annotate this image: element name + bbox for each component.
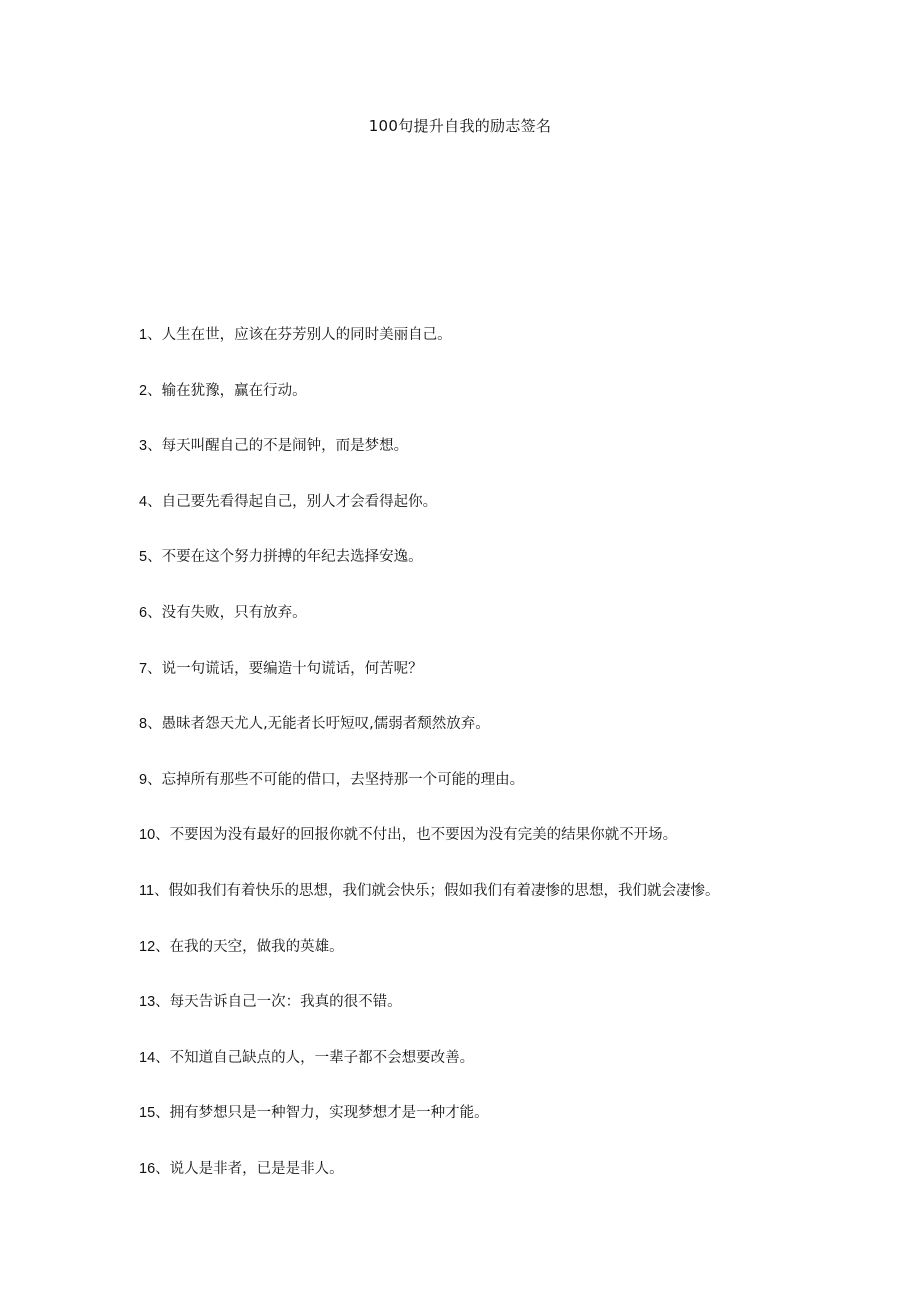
quote-text: 不知道自己缺点的人，一辈子都不会想要改善。 [169, 1049, 475, 1066]
quote-item [139, 823, 879, 879]
quote-text: 忘掉所有那些不可能的借口，去坚持那一个可能的理由。 [161, 771, 525, 788]
quote-separator: 、 [155, 1160, 170, 1177]
quote-number: 11 [139, 882, 155, 899]
quote-item [139, 1101, 879, 1157]
quote-text: 在我的天空，做我的英雄。 [169, 938, 344, 955]
quote-number: 12 [139, 938, 156, 955]
quote-text: 假如我们有着快乐的思想，我们就会快乐；假如我们有着凄惨的思想，我们就会凄惨。 [168, 882, 720, 899]
quote-separator: 、 [147, 716, 162, 733]
quote-separator: 、 [155, 1105, 170, 1122]
quote-separator: 、 [147, 660, 162, 677]
quote-text: 拥有梦想只是一种智力，实现梦想才是一种才能。 [169, 1105, 489, 1122]
quote-text: 愚昧者怨天尤人,无能者长吁短叹,儒弱者颓然放弃。 [161, 716, 490, 733]
quote-number: 16 [139, 1160, 156, 1177]
quote-text: 每天叫醒自己的不是闹钟，而是梦想。 [161, 438, 409, 455]
quote-text: 不要因为没有最好的回报你就不付出，也不要因为没有完美的结果你就不开场。 [169, 827, 678, 844]
quote-separator: 、 [154, 882, 169, 899]
quote-separator: 、 [147, 438, 162, 455]
quote-separator: 、 [147, 549, 162, 566]
quote-number: 3 [139, 438, 148, 455]
quote-number: 9 [139, 771, 148, 788]
quote-item [139, 323, 879, 379]
quote-number: 15 [139, 1105, 156, 1122]
quote-number: 7 [139, 660, 148, 677]
quote-text: 没有失败，只有放弃。 [161, 604, 307, 621]
quote-item [139, 1046, 879, 1102]
quote-text: 每天告诉自己一次：我真的很不错。 [169, 994, 402, 1011]
quote-separator: 、 [155, 827, 170, 844]
quote-item [139, 601, 879, 657]
quote-item [139, 1157, 879, 1213]
quote-text: 说人是非者，已是是非人。 [169, 1160, 344, 1177]
quote-number: 6 [139, 604, 148, 621]
quote-separator: 、 [147, 327, 162, 343]
quote-item [139, 545, 879, 601]
quote-separator: 、 [147, 604, 162, 621]
quote-number: 14 [139, 1049, 156, 1066]
quote-item [139, 490, 879, 546]
quote-number: 10 [139, 827, 156, 844]
quote-item [139, 768, 879, 824]
quote-separator: 、 [147, 493, 162, 510]
quote-item [139, 935, 879, 991]
quote-number: 4 [139, 493, 148, 510]
quote-item [139, 657, 879, 713]
quote-separator: 、 [155, 994, 170, 1011]
quote-number: 1 [139, 327, 148, 343]
quote-item [139, 379, 879, 435]
quote-item [139, 879, 879, 935]
quote-text: 不要在这个努力拼搏的年纪去选择安逸。 [161, 549, 423, 566]
quote-number: 13 [139, 994, 156, 1011]
quote-separator: 、 [155, 938, 170, 955]
quote-item [139, 990, 879, 1046]
quote-number: 2 [139, 382, 148, 399]
quote-text: 输在犹豫，赢在行动。 [161, 382, 307, 399]
quote-text: 人生在世，应该在芬芳别人的同时美丽自己。 [161, 327, 452, 343]
quote-text: 说一句谎话，要编造十句谎话，何苦呢？ [161, 660, 423, 677]
quote-text: 自己要先看得起自己，别人才会看得起你。 [161, 493, 438, 510]
document-title: 100句提升自我的励志签名 [368, 117, 552, 135]
quote-number: 8 [139, 716, 148, 733]
quote-item [139, 712, 879, 768]
quote-number: 5 [139, 549, 148, 566]
quote-separator: 、 [155, 1049, 170, 1066]
quote-list [139, 323, 879, 1213]
quote-separator: 、 [147, 771, 162, 788]
quote-item [139, 434, 879, 490]
quote-separator: 、 [147, 382, 162, 399]
